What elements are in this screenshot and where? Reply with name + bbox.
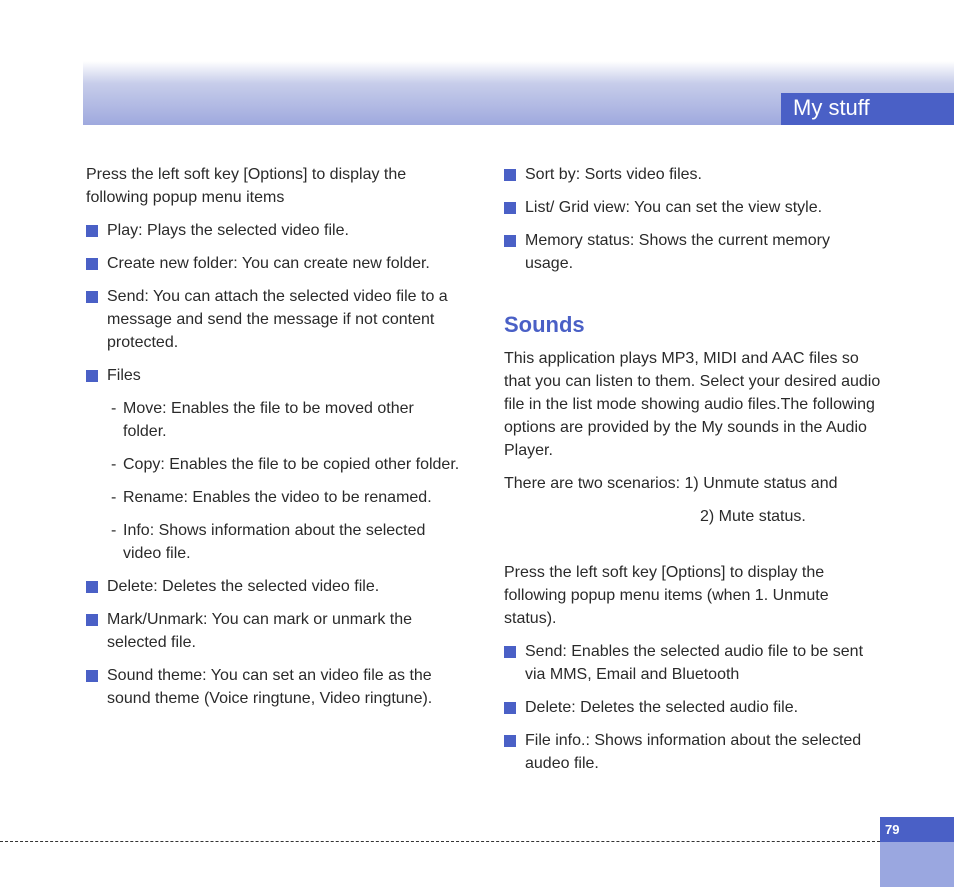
- bullet-item: Delete: Deletes the selected video file.: [86, 575, 460, 598]
- sounds-description: This application plays MP3, MIDI and AAC files so that you can listen to them. Select your desired audio file in the list mode showing audio files.The following options are provided by the My sounds in the Audio Player.: [504, 350, 881, 459]
- right-column: [504, 163, 882, 785]
- square-bullet-icon: [504, 702, 516, 714]
- left-column: [86, 163, 460, 720]
- square-bullet-icon: [504, 646, 516, 658]
- sounds-heading: Sounds: [504, 312, 585, 337]
- section-header-title: My stuff: [781, 93, 954, 125]
- square-bullet-icon: [86, 581, 98, 593]
- page-number: 79: [880, 817, 954, 842]
- square-bullet-icon: [504, 169, 516, 181]
- bullet-item: Create new folder: You can create new folder.: [86, 252, 460, 275]
- bullet-item: List/ Grid view: You can set the view style.: [504, 196, 882, 219]
- left-intro: Press the left soft key [Options] to display the following popup menu items: [86, 166, 407, 206]
- options-intro: Press the left soft key [Options] to display the following popup menu items (when 1. Unmute status).: [504, 564, 829, 627]
- square-bullet-icon: [86, 370, 98, 382]
- bullet-item: Mark/Unmark: You can mark or unmark the selected file.: [86, 608, 460, 654]
- bullet-item: Memory status: Shows the current memory usage.: [504, 229, 882, 275]
- sub-item: - Info: Shows information about the selected video file.: [111, 522, 426, 562]
- bullet-item: Send: Enables the selected audio file to be sent via MMS, Email and Bluetooth: [504, 640, 882, 686]
- sub-item: - Move: Enables the file to be moved other folder.: [111, 400, 414, 440]
- square-bullet-icon: [86, 614, 98, 626]
- scenario-line-1: There are two scenarios: 1) Unmute status and: [504, 475, 838, 492]
- bullet-item: Delete: Deletes the selected audio file.: [504, 696, 882, 719]
- bullet-item: Send: You can attach the selected video file to a message and send the message if not content protected.: [86, 285, 460, 354]
- square-bullet-icon: [504, 235, 516, 247]
- page-tab-decoration: [880, 842, 954, 887]
- square-bullet-icon: [504, 735, 516, 747]
- bullet-item: File info.: Shows information about the selected audeo file.: [504, 729, 882, 775]
- square-bullet-icon: [86, 670, 98, 682]
- square-bullet-icon: [86, 258, 98, 270]
- square-bullet-icon: [504, 202, 516, 214]
- bullet-item: Sort by: Sorts video files.: [504, 163, 882, 186]
- sub-item: - Rename: Enables the video to be renamed.: [111, 489, 432, 506]
- square-bullet-icon: [86, 225, 98, 237]
- bullet-item: Files: [86, 364, 460, 387]
- square-bullet-icon: [86, 291, 98, 303]
- scenario-line-2: 2) Mute status.: [700, 508, 806, 525]
- footer-dashed-rule: [0, 841, 880, 842]
- sub-item: - Copy: Enables the file to be copied other folder.: [111, 456, 460, 473]
- bullet-item: Sound theme: You can set an video file as the sound theme (Voice ringtune, Video ringtune).: [86, 664, 460, 710]
- spacer: [504, 528, 882, 551]
- bullet-item: Play: Plays the selected video file.: [86, 219, 460, 242]
